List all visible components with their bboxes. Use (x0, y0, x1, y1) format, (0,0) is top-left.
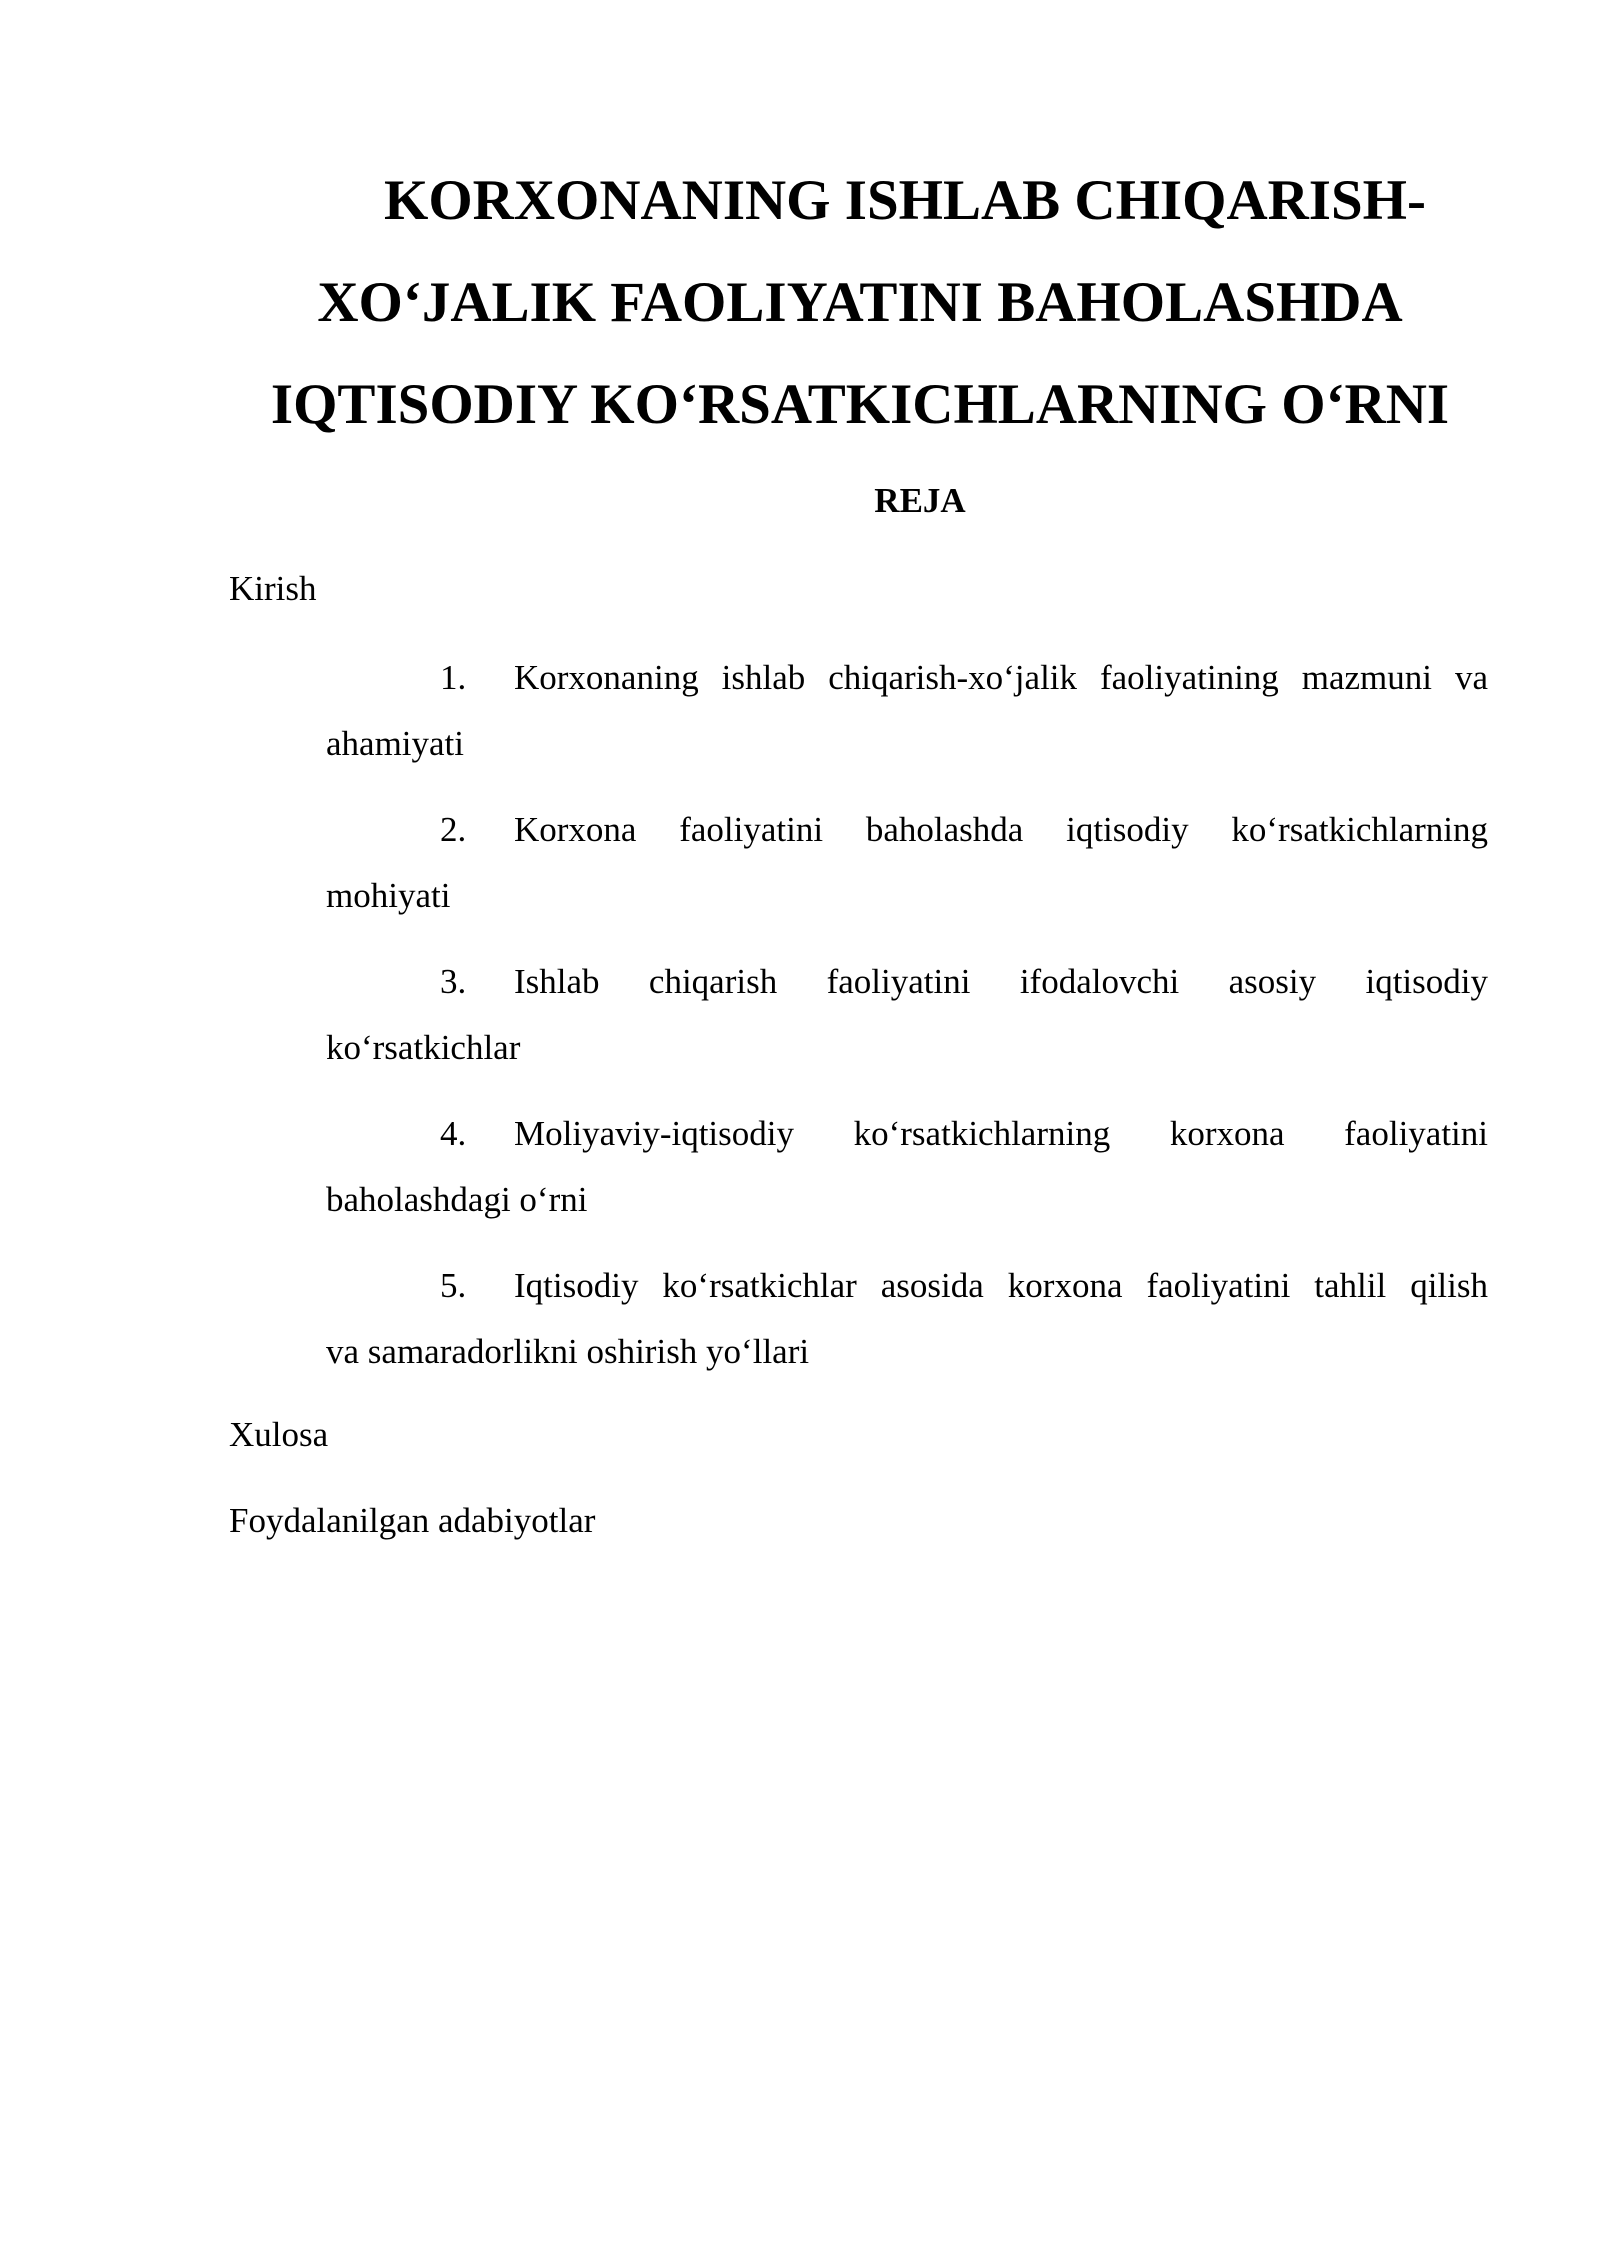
plan-item-3 (326, 949, 1488, 1081)
item-text: Moliyaviy-iqtisodiy ko‘rsatkichlarning korxona faoliyatini (514, 1114, 1488, 1153)
plan-item-2 (326, 797, 1488, 929)
plan-item-1 (326, 645, 1488, 777)
item-number: 1. (440, 658, 467, 697)
title-line-2: XO‘JALIK FAOLIYATINI BAHOLASHDA (317, 271, 1403, 334)
plan-heading: REJA (874, 481, 966, 520)
item-text: Ishlab chiqarish faoliyatini ifodalovchi asosiy iqtisodiy (514, 962, 1488, 1001)
item-number: 4. (440, 1114, 467, 1153)
item-text: Korxonaning ishlab chiqarish-xo‘jalik faoliyatining mazmuni va (514, 658, 1488, 697)
conclusion-section: Xulosa (229, 1415, 329, 1454)
plan-item-5 (326, 1253, 1488, 1385)
item-text-continuation: baholashdagi o‘rni (326, 1180, 588, 1219)
item-text: Iqtisodiy ko‘rsatkichlar asosida korxona faoliyatini tahlil qilish (514, 1266, 1488, 1305)
item-number: 3. (440, 962, 467, 1001)
intro-section: Kirish (229, 569, 317, 608)
item-number: 2. (440, 810, 467, 849)
document-title (230, 150, 1490, 456)
item-text-continuation: ahamiyati (326, 724, 465, 763)
item-text-continuation: ko‘rsatkichlar (326, 1028, 521, 1067)
item-text-continuation: va samaradorlikni oshirish yo‘llari (326, 1332, 810, 1371)
item-text-continuation: mohiyati (326, 876, 451, 915)
item-number: 5. (440, 1266, 467, 1305)
title-line-1: KORXONANING ISHLAB CHIQARISH- (384, 169, 1426, 232)
item-text: Korxona faoliyatini baholashda iqtisodiy ko‘rsatkichlarning (514, 810, 1488, 849)
title-line-3: IQTISODIY KO‘RSATKICHLARNING O‘RNI (270, 373, 1450, 436)
plan-item-4 (326, 1101, 1488, 1233)
references-section: Foydalanilgan adabiyotlar (229, 1501, 596, 1540)
